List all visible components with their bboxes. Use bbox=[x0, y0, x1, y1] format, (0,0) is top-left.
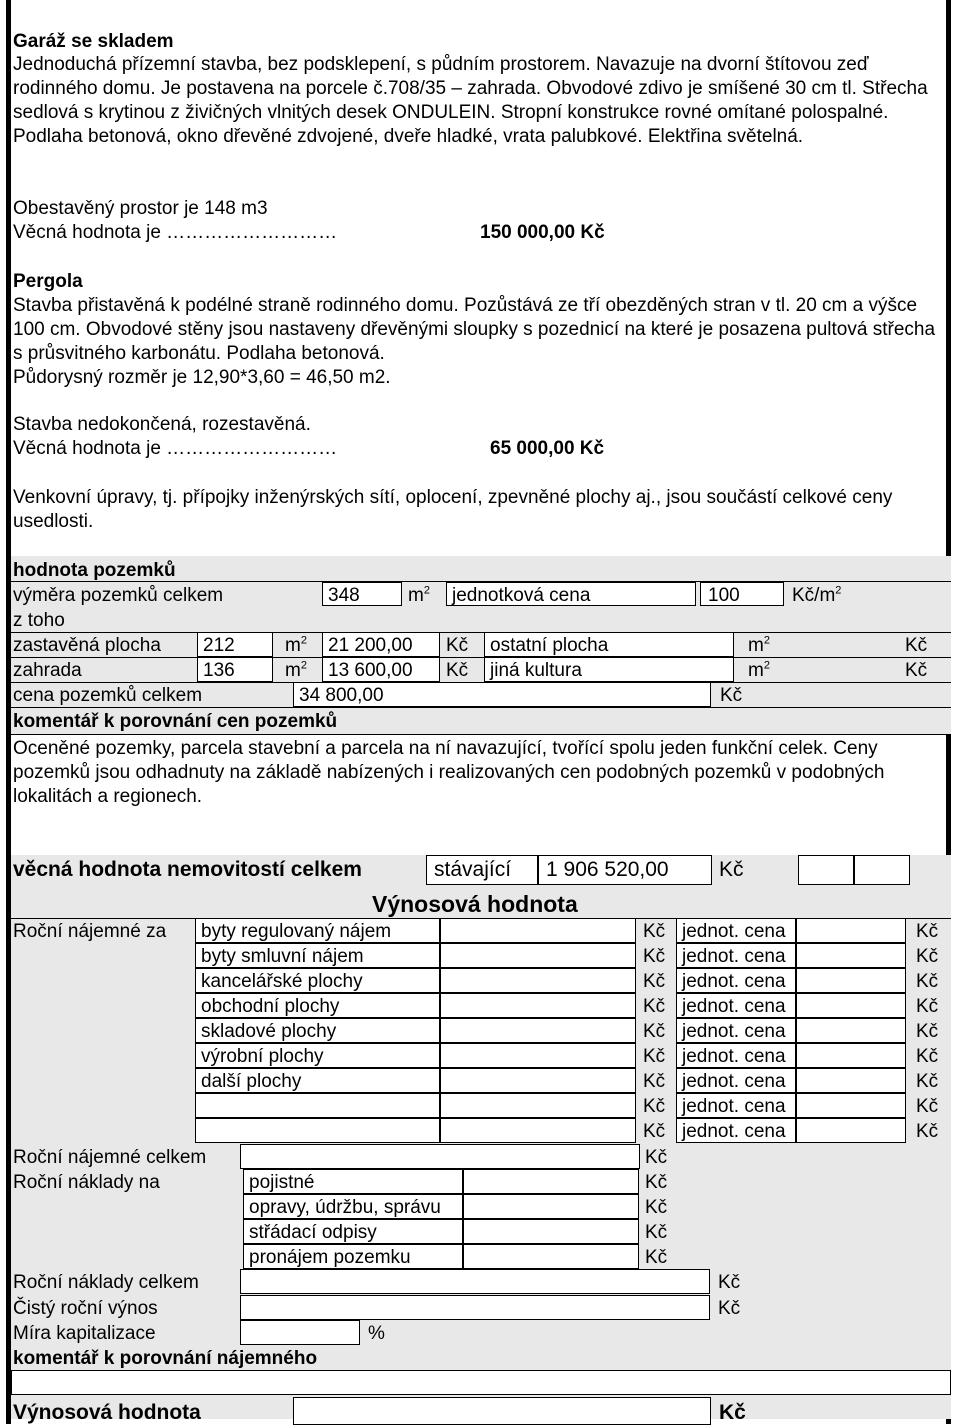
rent-for-label: Roční nájemné za bbox=[13, 921, 167, 942]
garden-value-currency: Kč bbox=[446, 660, 469, 681]
cost-row-label: opravy, údržbu, správu bbox=[249, 1197, 441, 1218]
cost-row-currency: Kč bbox=[645, 1172, 668, 1193]
rent-row-amount-field bbox=[440, 1043, 636, 1068]
cost-row-amount-field bbox=[463, 1219, 639, 1244]
land-total-price: 34 800,00 bbox=[299, 685, 384, 706]
rent-row-amount-field bbox=[440, 1118, 636, 1143]
other-culture-unit: $m^2$ bbox=[748, 659, 770, 681]
rent-row-currency: Kč bbox=[643, 946, 666, 967]
pergola-value-label: Věcná hodnota je ……………………… bbox=[13, 438, 338, 459]
rent-total-label: Roční nájemné celkem bbox=[13, 1147, 207, 1168]
rent-row-unit-price-field bbox=[796, 918, 906, 943]
of-which-label: z toho bbox=[13, 610, 65, 631]
rent-row-currency: Kč bbox=[643, 1096, 666, 1117]
rent-row-amount-field bbox=[440, 943, 636, 968]
rent-row-unit-price-field bbox=[796, 1068, 906, 1093]
land-comment: Oceněné pozemky, parcela stavební a parcela na ní navazující, tvořící spolu jeden funkční celek. Ceny pozemků jsou odhadnuty na základě nabízených i realizovaných cen podobných pozemků v podobných lokalitách a regionech. bbox=[13, 738, 885, 807]
garage-value: 150 000,00 Kč bbox=[480, 222, 605, 243]
cost-row-currency: Kč bbox=[645, 1197, 668, 1218]
rent-row-label-box bbox=[195, 1118, 440, 1143]
rent-row-unit-currency: Kč bbox=[916, 946, 939, 967]
divider bbox=[11, 707, 951, 708]
cost-row-currency: Kč bbox=[645, 1222, 668, 1243]
cost-row-label: střádací odpisy bbox=[249, 1222, 377, 1243]
rent-row-unit-price-field bbox=[796, 1018, 906, 1043]
garage-value-label: Věcná hodnota je ……………………… bbox=[13, 222, 338, 243]
pergola-area: Půdorysný rozměr je 12,90*3,60 = 46,50 m2. bbox=[13, 367, 391, 388]
rent-row-unit-price-field bbox=[796, 1093, 906, 1118]
total-extra-field-2 bbox=[854, 855, 910, 885]
rent-row-unit-price-field bbox=[796, 1118, 906, 1143]
cap-rate-field bbox=[240, 1320, 360, 1345]
rent-row-label: skladové plochy bbox=[201, 1021, 337, 1042]
other-area-label: ostatní plocha bbox=[490, 635, 609, 656]
garden-label: zahrada bbox=[13, 660, 82, 681]
cost-row-currency: Kč bbox=[645, 1247, 668, 1268]
land-total-price-currency: Kč bbox=[720, 685, 743, 706]
costs-total-currency: Kč bbox=[718, 1272, 741, 1293]
net-income-currency: Kč bbox=[718, 1298, 741, 1319]
garage-title: Garáž se skladem bbox=[13, 31, 174, 52]
rent-row-unit-price-label: jednot. cena bbox=[682, 1121, 786, 1142]
rent-row-unit-currency: Kč bbox=[916, 971, 939, 992]
rent-row-currency: Kč bbox=[643, 996, 666, 1017]
rent-row-label-box bbox=[195, 1093, 440, 1118]
built-area-value: 212 bbox=[203, 635, 235, 656]
built-value: 21 200,00 bbox=[328, 635, 413, 656]
built-area-unit: $m^2$ bbox=[285, 634, 307, 656]
rent-row-currency: Kč bbox=[643, 1071, 666, 1092]
rent-row-unit-price-label: jednot. cena bbox=[682, 971, 786, 992]
total-area-label: výměra pozemků celkem bbox=[13, 585, 224, 606]
rent-row-unit-price-field bbox=[796, 1043, 906, 1068]
rent-row-amount-field bbox=[440, 1093, 636, 1118]
income-value-currency: Kč bbox=[719, 1401, 746, 1424]
unit-price-unit: $Kč/m^2$ bbox=[792, 584, 842, 606]
land-comment-heading: komentář k porovnání cen pozemků bbox=[13, 711, 338, 732]
rent-row-label: výrobní plochy bbox=[201, 1046, 324, 1067]
income-value-label: Výnosová hodnota bbox=[13, 1401, 201, 1424]
built-area-label: zastavěná plocha bbox=[13, 635, 161, 656]
total-area-unit: $m^2$ bbox=[408, 584, 430, 606]
other-area-currency: Kč bbox=[905, 635, 928, 656]
rent-comment-heading: komentář k porovnání nájemného bbox=[13, 1348, 318, 1369]
total-value-currency: Kč bbox=[719, 858, 744, 881]
income-title: Výnosová hodnota bbox=[372, 891, 578, 917]
rent-row-unit-currency: Kč bbox=[916, 1046, 939, 1067]
rent-row-unit-price-label: jednot. cena bbox=[682, 1021, 786, 1042]
rent-total-field bbox=[240, 1144, 640, 1169]
rent-row-label: byty smluvní nájem bbox=[201, 946, 364, 967]
divider bbox=[11, 632, 951, 633]
rent-row-unit-price-label: jednot. cena bbox=[682, 946, 786, 967]
rent-row-unit-price-label: jednot. cena bbox=[682, 921, 786, 942]
rent-row-amount-field bbox=[440, 1068, 636, 1093]
cost-row-amount-field bbox=[463, 1169, 639, 1194]
rent-row-unit-price-label: jednot. cena bbox=[682, 1096, 786, 1117]
rent-row-amount-field bbox=[440, 1018, 636, 1043]
other-culture-currency: Kč bbox=[905, 660, 928, 681]
other-culture-label: jiná kultura bbox=[490, 660, 582, 681]
income-value-field bbox=[293, 1397, 711, 1425]
land-total-price-label: cena pozemků celkem bbox=[13, 685, 203, 706]
cost-row-label: pronájem pozemku bbox=[249, 1247, 411, 1268]
rent-comment-field bbox=[11, 1370, 951, 1395]
rent-row-unit-currency: Kč bbox=[916, 1021, 939, 1042]
garage-volume: Obestavěný prostor je 148 m3 bbox=[13, 198, 268, 219]
cost-row-label: pojistné bbox=[249, 1172, 315, 1193]
total-value: 1 906 520,00 bbox=[546, 858, 669, 881]
divider bbox=[11, 657, 951, 658]
rent-row-currency: Kč bbox=[643, 1046, 666, 1067]
rent-row-unit-currency: Kč bbox=[916, 996, 939, 1017]
net-income-field bbox=[240, 1295, 710, 1320]
rent-row-unit-currency: Kč bbox=[916, 921, 939, 942]
unit-price-label: jednotková cena bbox=[452, 585, 591, 606]
divider bbox=[11, 734, 951, 735]
rent-row-currency: Kč bbox=[643, 971, 666, 992]
land-heading: hodnota pozemků bbox=[13, 560, 176, 581]
rent-row-amount-field bbox=[440, 918, 636, 943]
rent-row-amount-field bbox=[440, 968, 636, 993]
costs-label: Roční náklady na bbox=[13, 1172, 160, 1193]
rent-row-label: kancelářské plochy bbox=[201, 971, 363, 992]
rent-row-unit-price-field bbox=[796, 993, 906, 1018]
net-income-label: Čistý roční výnos bbox=[13, 1298, 158, 1319]
unit-price-value: 100 bbox=[708, 585, 740, 606]
rent-row-unit-price-field bbox=[796, 943, 906, 968]
rent-row-currency: Kč bbox=[643, 1121, 666, 1142]
pergola-description: Stavba přistavěná k podélné straně rodinného domu. Pozůstává ze tří obezděných stran v tl. 20 cm a výšce 100 cm. Obvodové stěny jsou nastaveny dřevěnými sloupky s pozednicí na které je posazena pultová střecha s průsvitného karbonátu. Podlaha betonová. bbox=[13, 295, 936, 364]
other-area-unit: $m^2$ bbox=[748, 634, 770, 656]
built-value-currency: Kč bbox=[446, 635, 469, 656]
garage-description: Jednoduchá přízemní stavba, bez podsklepení, s půdním prostorem. Navazuje na dvorní štítovou zeď rodinného domu. Je postavena na porcele č.708/35 – zahrada. Obvodové zdivo je smíšené 30 cm tl. Střecha sedlová s krytinou z živičných vlnitých desek ONDULEIN. Stropní konstrukce rovné omítané polospalné. Podlaha betonová, okno dřevěné zdvojené, dveře hladké, vrata palubkové. Elektřina světelná. bbox=[13, 54, 928, 147]
rent-row-label: další plochy bbox=[201, 1071, 302, 1092]
total-current-label: stávající bbox=[434, 858, 512, 881]
cap-rate-percent: % bbox=[368, 1323, 385, 1344]
rent-row-label: obchodní plochy bbox=[201, 996, 340, 1017]
rent-row-unit-currency: Kč bbox=[916, 1096, 939, 1117]
cap-rate-label: Míra kapitalizace bbox=[13, 1323, 156, 1344]
garden-area-unit: $m^2$ bbox=[285, 659, 307, 681]
rent-row-unit-price-label: jednot. cena bbox=[682, 996, 786, 1017]
garden-area-value: 136 bbox=[203, 660, 235, 681]
total-extra-field-1 bbox=[798, 855, 854, 885]
rent-row-unit-currency: Kč bbox=[916, 1071, 939, 1092]
rent-row-unit-price-field bbox=[796, 968, 906, 993]
cost-row-amount-field bbox=[463, 1194, 639, 1219]
rent-row-currency: Kč bbox=[643, 921, 666, 942]
cost-row-amount-field bbox=[463, 1244, 639, 1269]
rent-row-amount-field bbox=[440, 993, 636, 1018]
rent-row-unit-price-label: jednot. cena bbox=[682, 1046, 786, 1067]
pergola-state: Stavba nedokončená, rozestavěná. bbox=[13, 414, 311, 435]
costs-total-label: Roční náklady celkem bbox=[13, 1272, 199, 1293]
outdoor-note: Venkovní úpravy, tj. přípojky inženýrských sítí, oplocení, zpevněné plochy aj., jsou součástí celkové ceny usedlosti. bbox=[13, 487, 893, 532]
pergola-value: 65 000,00 Kč bbox=[490, 438, 605, 459]
total-value-label: věcná hodnota nemovitostí celkem bbox=[13, 858, 362, 881]
rent-row-unit-currency: Kč bbox=[916, 1121, 939, 1142]
total-area-value: 348 bbox=[328, 585, 360, 606]
rent-row-label: byty regulovaný nájem bbox=[201, 921, 392, 942]
costs-total-field bbox=[240, 1269, 710, 1294]
rent-row-unit-price-label: jednot. cena bbox=[682, 1071, 786, 1092]
pergola-title: Pergola bbox=[13, 271, 83, 292]
rent-total-currency: Kč bbox=[645, 1147, 668, 1168]
garden-value: 13 600,00 bbox=[328, 660, 413, 681]
rent-row-currency: Kč bbox=[643, 1021, 666, 1042]
